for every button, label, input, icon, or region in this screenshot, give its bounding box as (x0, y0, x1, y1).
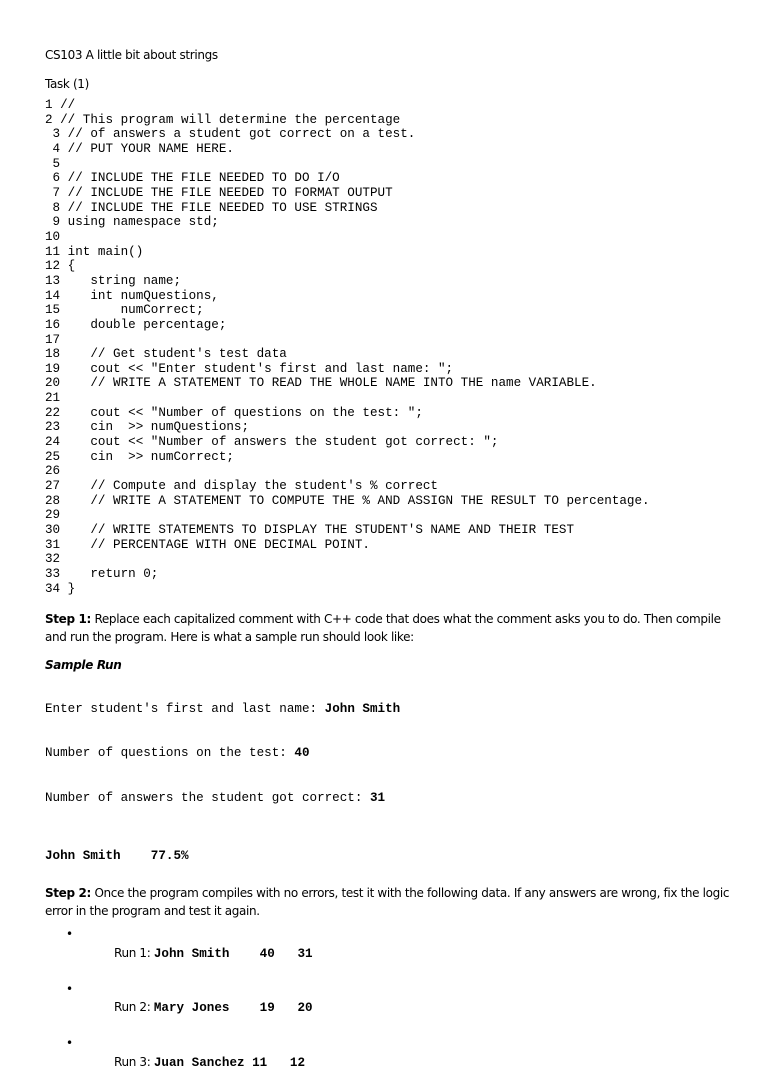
sample-input: 31 (369, 790, 386, 805)
code-line: 17 (45, 332, 61, 347)
code-line: 28 // WRITE A STATEMENT TO COMPUTE THE % AND ASSIGN THE RESULT TO percentage. (45, 493, 650, 508)
bullet-icon: • (66, 1036, 74, 1051)
sample-input: 40 (294, 746, 310, 761)
sample-prompt: Number of answers the student got correct: (45, 790, 370, 805)
bullet-icon: • (66, 927, 74, 942)
code-line: 9 using namespace std; (45, 215, 219, 230)
test-runs-list (45, 926, 735, 1090)
code-line: 5 (45, 156, 61, 171)
code-line: 3 // of answers a student got correct on a test. (45, 127, 416, 142)
code-line: 15 numCorrect; (45, 303, 204, 318)
step1-text: Replace each capitalized comment with C++ code that does what the comment asks you to do. Then compile and run the program. Here is what a sample run should look like: (45, 612, 721, 645)
code-line: 18 // Get student's test data (45, 347, 287, 362)
code-line: 10 (45, 229, 61, 244)
sample-prompt: Number of questions on the test: (45, 746, 295, 761)
list-item (45, 981, 735, 1036)
code-line: 30 // WRITE STATEMENTS TO DISPLAY THE STUDENT'S NAME AND THEIR TEST (45, 523, 575, 538)
step2-label: Step 2: (45, 886, 91, 901)
code-line: 32 (45, 552, 61, 567)
sample-run-output (45, 672, 735, 835)
run-label: Run 2: (114, 1000, 154, 1015)
sample-input: John Smith (324, 701, 401, 716)
run-data: John Smith 40 31 (153, 946, 313, 961)
sample-prompt: Enter student's first and last name: (45, 701, 325, 716)
sample-run-result: John Smith 77.5% (45, 849, 189, 864)
code-line: 7 // INCLUDE THE FILE NEEDED TO FORMAT OUTPUT (45, 185, 393, 200)
step2-text: Once the program compiles with no errors, test it with the following data. If any answers are wrong, fix the logic error in the program and test it again. (45, 886, 730, 919)
code-line: 31 // PERCENTAGE WITH ONE DECIMAL POINT. (45, 537, 370, 552)
code-line: 2 // This program will determine the percentage (45, 112, 401, 127)
code-line: 14 int numQuestions, (45, 288, 219, 303)
bullet-icon: • (66, 981, 74, 996)
sample-line (45, 746, 735, 761)
step1-paragraph (45, 610, 735, 646)
run-label: Run 1: (114, 945, 154, 960)
code-line: 27 // Compute and display the student's % correct (45, 479, 438, 494)
code-line: 29 (45, 508, 61, 523)
document-title: CS103 A little bit about strings (45, 48, 218, 62)
code-line: 19 cout << "Enter student's first and last name: "; (45, 361, 454, 376)
code-line: 8 // INCLUDE THE FILE NEEDED TO USE STRINGS (45, 200, 378, 215)
code-line: 34 } (45, 581, 76, 596)
code-line: 4 // PUT YOUR NAME HERE. (45, 141, 234, 156)
code-line: 12 { (45, 259, 76, 274)
code-line: 33 return 0; (45, 567, 159, 581)
code-line: 20 // WRITE A STATEMENT TO READ THE WHOLE NAME INTO THE name VARIABLE. (45, 376, 597, 391)
sample-line (45, 702, 735, 717)
code-line: 21 (45, 391, 61, 406)
step2-paragraph (45, 884, 735, 920)
code-line: 26 (45, 464, 61, 479)
code-line: 13 string name; (45, 273, 182, 288)
step1-label: Step 1: (45, 612, 91, 627)
code-line: 22 cout << "Number of questions on the test: "; (45, 405, 423, 420)
code-listing (45, 98, 735, 596)
code-line: 24 cout << "Number of answers the student got correct: "; (45, 435, 499, 450)
document-page (45, 46, 735, 1090)
code-line: 25 cin >> numCorrect; (45, 449, 234, 464)
code-line: 6 // INCLUDE THE FILE NEEDED TO DO I/O (45, 171, 340, 186)
run-data: Mary Jones 19 20 (153, 1001, 313, 1016)
list-item (45, 1035, 735, 1090)
sample-line (45, 791, 735, 806)
code-line: 23 cin >> numQuestions; (45, 420, 250, 435)
code-line: 11 int main() (45, 244, 144, 259)
list-item (45, 926, 735, 981)
code-line: 1 // (45, 98, 76, 112)
code-line: 16 double percentage; (45, 317, 227, 332)
task-heading: Task (1) (45, 77, 89, 91)
run-data: Juan Sanchez 11 12 (153, 1055, 306, 1070)
run-label: Run 3: (114, 1054, 154, 1069)
sample-run-label: Sample Run (45, 658, 122, 673)
